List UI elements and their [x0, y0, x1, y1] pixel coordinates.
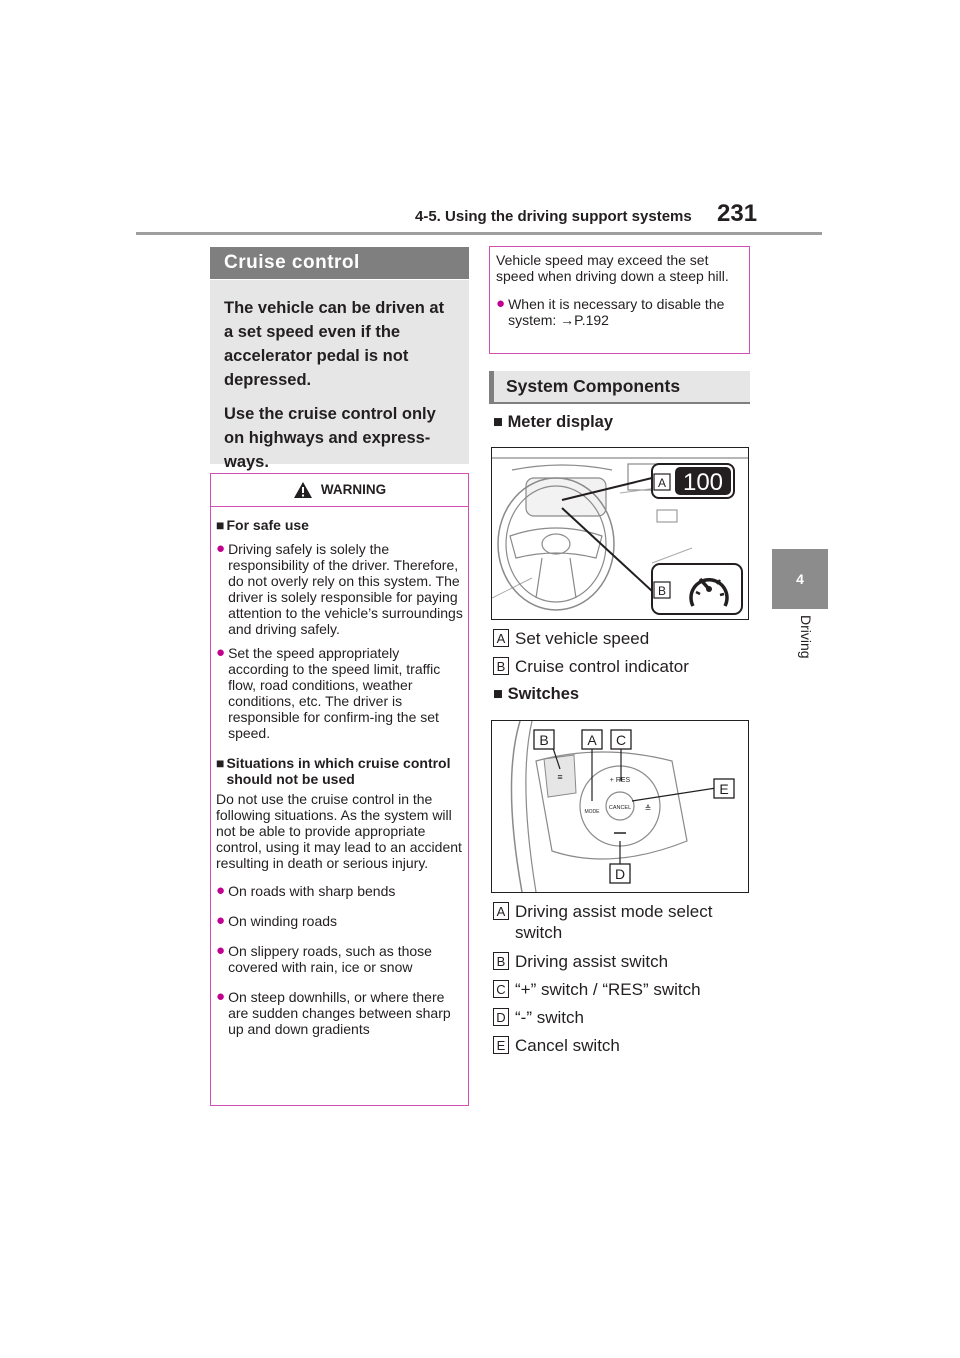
warning-body: [211, 507, 468, 1037]
legend-item: B Cruise control indicator: [493, 656, 689, 677]
header-divider: [136, 232, 822, 235]
warning-bullet: ● On steep downhills, or where there are sudden changes between sharp up and down gradients: [216, 988, 451, 1037]
system-components-heading: System Components: [489, 371, 750, 404]
meter-illustration: [492, 448, 748, 619]
warning-bullet: ● On winding roads: [216, 912, 338, 929]
warning-triangle-icon: [293, 481, 313, 499]
square-bullet-icon: ■: [216, 517, 225, 533]
set-speed-readout: 100: [682, 469, 724, 496]
warning-continued-box: [489, 246, 750, 354]
cancel-label: CANCEL: [608, 805, 632, 811]
bullet-dot-icon: ●: [216, 942, 226, 959]
bullet-dot-icon: ●: [216, 912, 226, 929]
warning-bullet: ● Set the speed appropriately according to the speed limit, traffic flow, road conditions, weather conditions, etc. The driver is responsible for confirm-ing the set speed.: [216, 644, 441, 741]
svg-text:≙: ≙: [644, 804, 652, 813]
svg-text:≡: ≡: [557, 772, 563, 782]
meter-display-heading: ■ Meter display: [493, 413, 614, 431]
warning-title: WARNING: [320, 482, 387, 497]
square-bullet-icon: ■: [493, 413, 503, 431]
legend-item: A Driving assist mode select switch: [493, 901, 733, 943]
meter-display-figure: [491, 447, 749, 620]
bullet-dot-icon: ●: [496, 295, 506, 312]
switch-callout-b: B: [539, 732, 549, 748]
intro-text-1: The vehicle can be driven at a set speed even if the accelerator pedal is not depressed.: [224, 299, 445, 389]
warning-bullet: ● Driving safely is solely the responsibility of the driver. Therefore, do not overly rely on this system. The driver is solely responsible for paying attention to the vehicle’s surroundings and driving safely.: [216, 540, 463, 637]
warning-paragraph: Do not use the cruise control in the following situations. As the system will not be able to provide appropriate control, using it may lead to an accident resulting in death or serious injury.: [216, 791, 462, 871]
bullet-dot-icon: ●: [216, 988, 226, 1005]
section-title: 4-5. Using the driving support systems: [415, 208, 692, 225]
meter-callout-a: A: [657, 476, 667, 490]
switches-heading: ■ Switches: [493, 685, 580, 703]
switch-callout-d: D: [614, 866, 626, 882]
chapter-tab: 4: [772, 549, 828, 609]
legend-item: A Set vehicle speed: [493, 628, 649, 649]
mode-label: MODE: [584, 809, 600, 815]
warning-bullet: ● On roads with sharp bends: [216, 882, 396, 899]
continued-bullet: ● When it is necessary to disable the system: →P.192: [496, 295, 725, 328]
legend-item: E Cancel switch: [493, 1035, 620, 1056]
meter-callout-b: B: [657, 584, 667, 598]
bullet-dot-icon: ●: [216, 644, 226, 661]
warning-subhead: ■ Situations in which cruise control should not be used: [216, 755, 451, 787]
switch-callout-e: E: [719, 781, 729, 797]
legend-item: D “-” switch: [493, 1007, 584, 1028]
switch-callout-a: A: [587, 732, 597, 748]
intro-box: [210, 280, 469, 471]
chapter-label: Driving: [798, 615, 814, 659]
bullet-dot-icon: ●: [216, 540, 226, 557]
legend-item: B Driving assist switch: [493, 951, 668, 972]
switches-illustration: [492, 721, 748, 892]
warning-bullet: ● On slippery roads, such as those covered with rain, ice or snow: [216, 942, 432, 975]
intro-text-2: Use the cruise control only on highways and express-ways.: [224, 405, 436, 471]
bullet-dot-icon: ●: [216, 882, 226, 899]
switch-callout-c: C: [615, 732, 627, 748]
continued-text: Vehicle speed may exceed the set speed when driving down a steep hill.: [496, 252, 729, 284]
res-label: + RES: [609, 777, 631, 784]
page-number: 231: [717, 200, 758, 227]
legend-item: C “+” switch / “RES” switch: [493, 979, 701, 1000]
warning-header: [211, 474, 468, 507]
warning-subhead: ■ For safe use: [216, 517, 309, 533]
switches-figure: [491, 720, 749, 893]
cruise-control-heading: Cruise control: [210, 247, 469, 279]
square-bullet-icon: ■: [493, 685, 503, 703]
square-bullet-icon: ■: [216, 755, 225, 771]
warning-box: [210, 473, 469, 1106]
